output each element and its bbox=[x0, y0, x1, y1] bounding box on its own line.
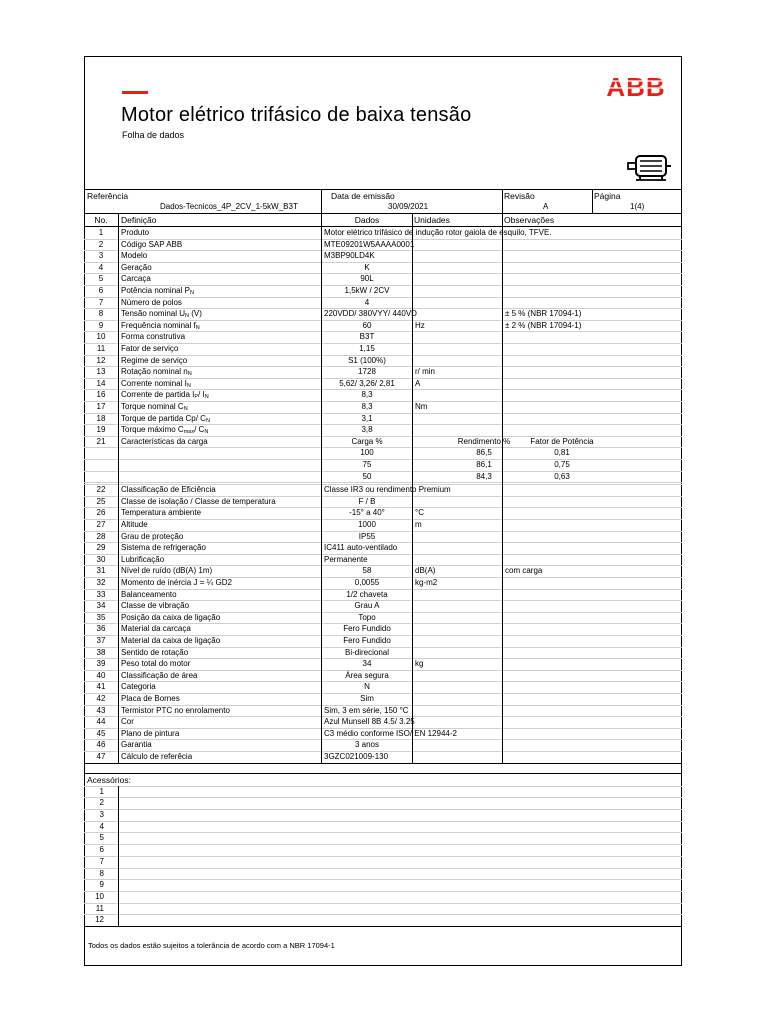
row-observation: ± 2 % (NBR 17094-1) bbox=[505, 320, 582, 330]
row-number: 17 bbox=[96, 402, 106, 411]
row-data: Topo bbox=[358, 612, 376, 622]
definition-suffix: / C bbox=[194, 425, 205, 435]
definition-text: Cor bbox=[121, 717, 134, 727]
tolerance-note: Todos os dados estão sujeitos a tolerância de acordo com a NBR 17094-1 bbox=[88, 941, 335, 950]
accessory-number: 5 bbox=[99, 833, 104, 843]
definition-subscript: N bbox=[195, 324, 200, 331]
row-observation: ± 5 % (NBR 17094-1) bbox=[505, 309, 582, 319]
definition-text: Produto bbox=[121, 228, 150, 237]
definition-text: Rotação nominal n bbox=[121, 367, 188, 377]
row-number: 32 bbox=[96, 578, 106, 587]
definition-text: Potência nominal P bbox=[121, 286, 190, 295]
definition-text: Garantia bbox=[121, 740, 152, 750]
definition-suffix: (V) bbox=[189, 309, 202, 319]
definition-text: Grau de proteção bbox=[121, 531, 184, 541]
brand-accent-bar bbox=[122, 91, 148, 94]
row-number: 3 bbox=[98, 251, 104, 261]
accessory-number: 4 bbox=[99, 821, 104, 831]
row-number: 16 bbox=[96, 390, 106, 400]
row-units: m bbox=[415, 520, 422, 529]
load-table-cell: 50 bbox=[362, 471, 372, 481]
row-number: 4 bbox=[98, 262, 104, 272]
row-definition bbox=[121, 566, 212, 576]
row-data: Azul Munsell 8B 4.5/ 3.25 bbox=[324, 717, 415, 727]
definition-text: Material da caixa de ligação bbox=[121, 636, 221, 645]
row-rule bbox=[84, 250, 682, 251]
row-units: r/ min bbox=[415, 367, 435, 377]
row-data: Grau A bbox=[354, 601, 380, 611]
row-rule bbox=[84, 879, 682, 880]
definition-text: Código SAP ABB bbox=[121, 239, 183, 249]
row-rule bbox=[84, 554, 682, 555]
row-data: 3 anos bbox=[354, 740, 380, 750]
definition-text: Torque de partida Cp/ C bbox=[121, 413, 206, 423]
row-data: 58 bbox=[362, 566, 372, 576]
meta-divider bbox=[321, 189, 322, 213]
definition-text: Posição da caixa de ligação bbox=[121, 612, 221, 622]
accessories-top-rule bbox=[84, 773, 682, 774]
definition-text: Categoria bbox=[121, 682, 156, 692]
definition-subscript: max bbox=[183, 429, 195, 436]
load-table-header: Carga % bbox=[351, 436, 383, 446]
page-title: Motor elétrico trifásico de baixa tensão bbox=[121, 104, 472, 126]
row-definition bbox=[121, 671, 197, 681]
definition-text: Regime de serviço bbox=[121, 355, 188, 365]
row-data: S1 (100%) bbox=[348, 355, 386, 365]
row-data: F / B bbox=[358, 496, 376, 506]
column-header-observations: Observações bbox=[504, 215, 555, 225]
row-rule bbox=[84, 797, 682, 798]
row-number: 42 bbox=[96, 694, 106, 703]
row-units: °C bbox=[415, 508, 424, 518]
row-units: dB(A) bbox=[415, 566, 436, 576]
row-data: 90L bbox=[360, 274, 374, 284]
row-number: 41 bbox=[96, 682, 106, 692]
load-table-cell: 0,75 bbox=[554, 460, 570, 469]
row-definition bbox=[121, 240, 182, 250]
load-table-cell: 0,63 bbox=[554, 471, 570, 481]
row-rule bbox=[84, 844, 682, 845]
row-data: 1000 bbox=[358, 520, 376, 529]
row-rule bbox=[84, 868, 682, 869]
definition-text: Temperatura ambiente bbox=[121, 508, 202, 518]
row-number: 43 bbox=[96, 705, 106, 715]
row-definition bbox=[121, 508, 201, 518]
row-data: 34 bbox=[362, 659, 372, 669]
row-definition bbox=[121, 740, 152, 750]
page-label: Página bbox=[594, 191, 621, 201]
row-definition bbox=[121, 694, 180, 704]
row-number: 27 bbox=[96, 520, 106, 529]
row-number: 19 bbox=[96, 425, 106, 435]
row-number: 29 bbox=[96, 543, 106, 553]
column-rule bbox=[321, 213, 322, 763]
load-table-header: Fator de Potência bbox=[530, 436, 594, 446]
row-definition bbox=[121, 263, 152, 273]
row-definition bbox=[121, 682, 156, 692]
accessory-number: 3 bbox=[99, 810, 104, 819]
load-table-cell: 86,1 bbox=[476, 460, 492, 469]
row-number: 21 bbox=[96, 436, 106, 446]
definition-suffix: / I bbox=[198, 390, 205, 400]
row-definition bbox=[121, 251, 147, 261]
load-table-cell: 0,81 bbox=[554, 448, 570, 458]
column-rule bbox=[502, 213, 503, 763]
row-data: Fero Fundido bbox=[343, 624, 391, 634]
definition-subscript: P bbox=[194, 394, 199, 401]
row-definition bbox=[121, 228, 149, 238]
row-data: IP55 bbox=[358, 531, 376, 541]
load-table-header: Rendimento % bbox=[457, 436, 511, 446]
row-data: Sim, 3 em série, 150 °C bbox=[324, 705, 409, 715]
row-data: 1,15 bbox=[359, 344, 375, 353]
accessory-number: 10 bbox=[95, 891, 104, 901]
definition-text: Altitude bbox=[121, 520, 148, 529]
row-data: N bbox=[364, 682, 370, 692]
row-definition bbox=[121, 485, 216, 495]
definition-text: Termistor PTC no enrolamento bbox=[121, 705, 230, 715]
definition-text: Frequência nominal f bbox=[121, 320, 196, 330]
definition-subscript: N bbox=[185, 313, 190, 320]
definition-text: Classe de isolação / Classe de temperatura bbox=[121, 496, 276, 506]
definition-text: Nível de ruído (dB(A) 1m) bbox=[121, 566, 213, 576]
definition-text: Corrente de partida I bbox=[121, 390, 195, 400]
load-table-cell: 84,3 bbox=[476, 471, 492, 481]
row-number: 25 bbox=[96, 496, 106, 506]
row-number: 36 bbox=[96, 624, 106, 634]
row-data: 1/2 chaveta bbox=[346, 589, 388, 599]
definition-text: Placa de Bornes bbox=[121, 694, 180, 703]
accessory-number: 12 bbox=[95, 915, 104, 925]
row-data: Motor elétrico trifásico de indução rotor gaiola de esquilo, TFVE. bbox=[324, 228, 552, 237]
row-data: M3BP90LD4K bbox=[324, 251, 375, 261]
row-data: Bi-direcional bbox=[344, 647, 390, 657]
accessory-number: 8 bbox=[99, 868, 104, 878]
row-number: 34 bbox=[96, 601, 106, 611]
row-number: 38 bbox=[96, 647, 106, 657]
row-definition bbox=[121, 274, 151, 284]
row-number: 10 bbox=[96, 332, 106, 342]
row-data: Permanente bbox=[324, 554, 368, 564]
row-definition bbox=[121, 752, 192, 762]
column-header-no: No. bbox=[94, 215, 108, 225]
row-number: 5 bbox=[98, 274, 104, 284]
load-table-cell: 100 bbox=[360, 448, 374, 458]
row-rule bbox=[84, 821, 682, 822]
row-number: 45 bbox=[96, 728, 106, 738]
row-number: 35 bbox=[96, 612, 106, 622]
row-rule bbox=[84, 809, 682, 810]
load-table-cell: 75 bbox=[362, 460, 372, 469]
row-data: Fero Fundido bbox=[343, 636, 391, 645]
row-rule bbox=[84, 891, 682, 892]
row-definition bbox=[121, 624, 191, 634]
definition-text: Classe de vibração bbox=[121, 601, 190, 611]
page-value: 1(4) bbox=[630, 202, 645, 211]
definition-text: Sistema de refrigeração bbox=[121, 543, 206, 553]
row-data: 220VDD/ 380VYY/ 440VD bbox=[324, 309, 417, 319]
definition-text: Material da carcaça bbox=[121, 624, 191, 634]
row-rule bbox=[84, 482, 682, 483]
definition-subscript: N bbox=[186, 382, 191, 389]
definition-text: Cálculo de referêcia bbox=[121, 752, 193, 761]
row-data: 5,62/ 3,26/ 2,81 bbox=[339, 378, 395, 388]
row-units: A bbox=[415, 378, 421, 388]
definition-subscript: N bbox=[204, 429, 209, 436]
row-data: 1728 bbox=[358, 367, 376, 377]
definition-text: Corrente nominal I bbox=[121, 378, 187, 388]
row-definition bbox=[121, 590, 177, 600]
motor-icon bbox=[624, 150, 672, 182]
column-rule bbox=[412, 213, 413, 763]
row-data: 3GZC021009-130 bbox=[324, 752, 389, 761]
column-rule bbox=[118, 786, 119, 926]
row-number: 2 bbox=[98, 239, 104, 249]
row-definition bbox=[121, 555, 164, 565]
row-definition bbox=[121, 706, 230, 716]
reference-value: Dados-Tecnicos_4P_2CV_1-5kW_B3T bbox=[160, 202, 298, 211]
row-definition bbox=[121, 344, 178, 354]
row-definition bbox=[121, 332, 185, 342]
row-units: kg-m2 bbox=[415, 578, 438, 587]
row-definition bbox=[121, 543, 206, 553]
row-number: 46 bbox=[96, 740, 106, 750]
column-header-definition: Definição bbox=[121, 215, 157, 225]
row-rule bbox=[84, 903, 682, 904]
definition-text: Classificação de Eficiência bbox=[121, 485, 216, 495]
row-observation: com carga bbox=[505, 566, 543, 576]
row-data: Sim bbox=[360, 694, 374, 703]
row-number: 28 bbox=[96, 531, 106, 541]
definition-text: Peso total do motor bbox=[121, 659, 191, 669]
row-data: B3T bbox=[359, 332, 375, 342]
row-number: 13 bbox=[96, 367, 106, 377]
revision-label: Revisão bbox=[504, 191, 535, 201]
column-rule bbox=[118, 213, 119, 763]
definition-text: Momento de inércia J = ¼ GD2 bbox=[121, 578, 232, 587]
revision-value: A bbox=[543, 202, 549, 211]
definition-subscript: N bbox=[187, 371, 192, 378]
row-number: 12 bbox=[96, 355, 106, 365]
abb-logo-text: ABB bbox=[606, 72, 666, 100]
definition-text: Tensão nominal U bbox=[121, 309, 186, 319]
definition-text: Fator de serviço bbox=[121, 344, 179, 353]
row-number: 1 bbox=[98, 228, 104, 237]
definition-text: Lubrificação bbox=[121, 554, 165, 564]
definition-text: Balanceamento bbox=[121, 589, 177, 599]
row-data: 0,0055 bbox=[354, 578, 380, 587]
row-number: 39 bbox=[96, 659, 106, 669]
row-number: 7 bbox=[98, 297, 104, 307]
definition-text: Classificação de área bbox=[121, 670, 198, 680]
row-data: C3 médio conforme ISO/ EN 12944-2 bbox=[324, 728, 457, 738]
row-rule bbox=[84, 832, 682, 833]
row-number: 9 bbox=[98, 320, 104, 330]
issue-date-label: Data de emissão bbox=[331, 191, 395, 201]
definition-text: Carcaça bbox=[121, 274, 151, 284]
table-bottom-rule bbox=[84, 763, 682, 764]
row-data: 4 bbox=[364, 297, 370, 307]
column-header-rule bbox=[84, 226, 682, 227]
row-units: Hz bbox=[415, 320, 425, 330]
row-definition bbox=[121, 717, 134, 727]
load-table-cell: 86,5 bbox=[476, 448, 492, 458]
row-data: 8,3 bbox=[361, 402, 373, 411]
row-number: 26 bbox=[96, 508, 106, 518]
row-number: 40 bbox=[96, 670, 106, 680]
definition-subscript: N bbox=[204, 394, 209, 401]
accessory-number: 9 bbox=[99, 880, 104, 890]
row-data: 3,1 bbox=[361, 413, 373, 423]
accessory-number: 11 bbox=[95, 903, 104, 913]
row-definition bbox=[121, 648, 188, 658]
row-number: 31 bbox=[96, 566, 106, 576]
row-number: 30 bbox=[96, 554, 106, 564]
row-definition bbox=[121, 298, 182, 308]
row-data: 3,8 bbox=[361, 425, 373, 435]
accessory-number: 1 bbox=[99, 786, 104, 796]
row-rule bbox=[84, 914, 682, 915]
row-number: 47 bbox=[96, 752, 106, 761]
row-number: 18 bbox=[96, 413, 106, 423]
definition-text: Número de polos bbox=[121, 297, 182, 307]
row-number: 11 bbox=[96, 344, 106, 353]
definition-text: Geração bbox=[121, 262, 152, 272]
row-rule bbox=[84, 786, 682, 787]
row-definition bbox=[121, 729, 179, 739]
issue-date-value: 30/09/2021 bbox=[388, 202, 429, 211]
row-number: 8 bbox=[98, 309, 104, 319]
row-definition bbox=[121, 532, 183, 542]
row-rule bbox=[84, 856, 682, 857]
reference-label: Referência bbox=[87, 191, 129, 201]
row-data: 8,3 bbox=[361, 390, 373, 400]
row-data: MTE09201W5AAAA0001 bbox=[324, 239, 415, 249]
row-data: 60 bbox=[362, 320, 372, 330]
meta-bottom-rule bbox=[84, 213, 682, 214]
column-header-units: Unidades bbox=[414, 215, 450, 225]
row-data: Área segura bbox=[345, 670, 389, 680]
row-definition bbox=[121, 613, 220, 623]
row-data: K bbox=[364, 262, 370, 272]
page-subtitle: Folha de dados bbox=[122, 130, 185, 140]
accessory-number: 7 bbox=[99, 856, 104, 866]
meta-divider bbox=[502, 189, 503, 213]
meta-divider bbox=[592, 189, 593, 213]
row-definition bbox=[121, 497, 276, 507]
row-units: Nm bbox=[415, 402, 428, 411]
column-header-data: Dados bbox=[354, 215, 380, 225]
row-definition bbox=[121, 578, 232, 588]
accessories-label: Acessórios: bbox=[87, 774, 131, 785]
row-number: 22 bbox=[96, 485, 106, 495]
row-definition bbox=[121, 636, 220, 646]
row-number: 44 bbox=[96, 717, 106, 727]
definition-text: Torque máximo C bbox=[121, 425, 184, 435]
row-number: 6 bbox=[98, 286, 104, 295]
row-definition bbox=[121, 356, 187, 366]
row-data: -15° a 40° bbox=[349, 508, 385, 518]
row-data: 1,5kW / 2CV bbox=[344, 286, 390, 295]
definition-text: Modelo bbox=[121, 251, 148, 261]
definition-subscript: N bbox=[205, 417, 210, 424]
row-number: 37 bbox=[96, 636, 106, 645]
row-definition bbox=[121, 601, 189, 611]
accessories-bottom-rule bbox=[84, 926, 682, 927]
row-number: 14 bbox=[96, 378, 106, 388]
accessory-number: 2 bbox=[99, 798, 104, 808]
accessory-number: 6 bbox=[99, 845, 104, 855]
definition-text: Sentido de rotação bbox=[121, 647, 189, 657]
definition-text: Torque nominal C bbox=[121, 402, 184, 411]
row-units: kg bbox=[415, 659, 424, 669]
row-data: IC411 auto-ventilado bbox=[324, 543, 398, 553]
definition-text: Plano de pintura bbox=[121, 728, 180, 738]
row-definition bbox=[121, 520, 148, 530]
row-number: 33 bbox=[96, 589, 106, 599]
row-definition bbox=[121, 659, 190, 669]
definition-text: Forma construtiva bbox=[121, 332, 186, 342]
row-data: Classe IR3 ou rendimento Premium bbox=[324, 485, 451, 495]
row-definition: Características da carga bbox=[121, 436, 208, 446]
definition-subscript: N bbox=[189, 290, 194, 296]
abb-logo bbox=[604, 72, 668, 100]
definition-subscript: N bbox=[183, 406, 188, 412]
